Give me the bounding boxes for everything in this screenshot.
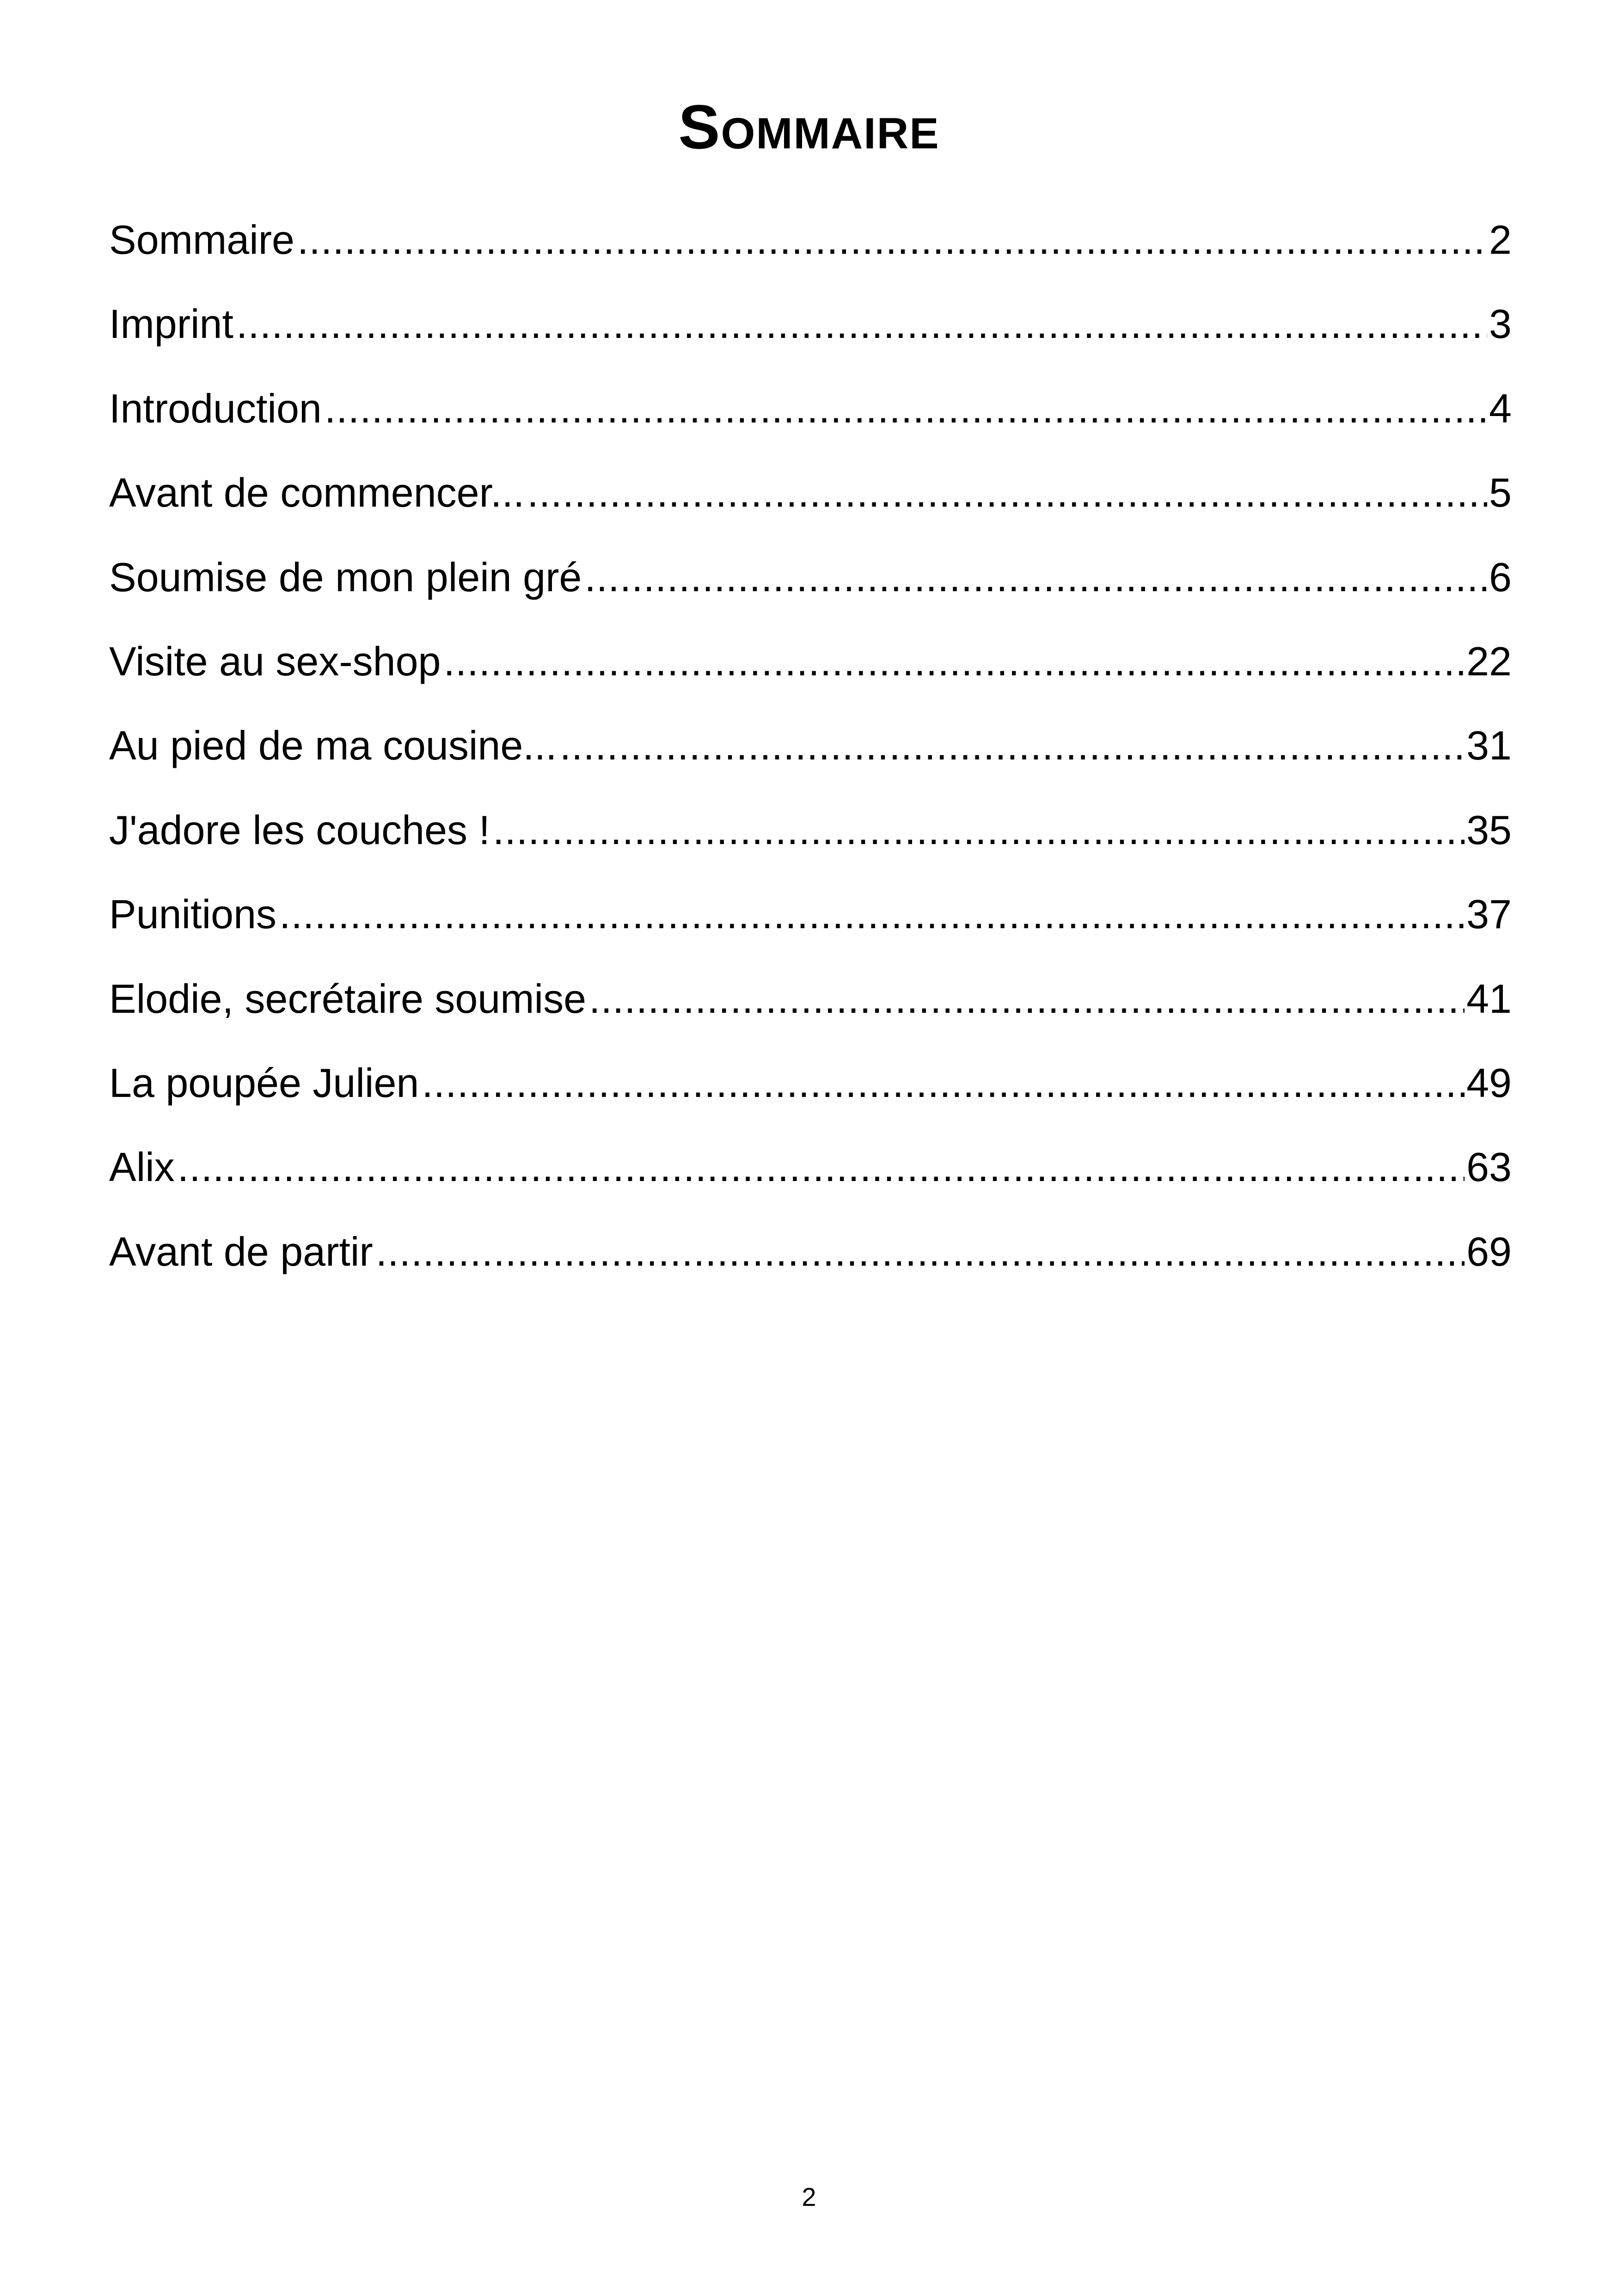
toc-entry-label: Imprint — [109, 301, 233, 347]
toc-leader-dots — [297, 198, 1487, 282]
toc-leader-dots — [589, 957, 1465, 1041]
toc-entry-label: Soumise de mon plein gré — [109, 554, 582, 600]
toc-entry[interactable] — [109, 788, 1512, 872]
toc-leader-dots — [493, 788, 1465, 872]
toc-entry-label: Elodie, secrétaire soumise — [109, 975, 587, 1022]
toc-entry-page: 22 — [1466, 638, 1512, 684]
toc-entry-label: Punitions — [109, 891, 277, 937]
toc-entry[interactable] — [109, 1125, 1512, 1209]
toc-entry-page: 35 — [1466, 807, 1512, 853]
toc-leader-dots — [279, 872, 1465, 956]
toc-entry-label: Au pied de ma cousine... — [109, 722, 557, 769]
toc-entry-page: 3 — [1489, 301, 1512, 347]
toc-entry-label: Visite au sex-shop — [109, 638, 441, 684]
toc-entry[interactable] — [109, 282, 1512, 366]
toc-entry[interactable] — [109, 704, 1512, 788]
toc-entry-page: 5 — [1489, 470, 1512, 516]
toc-entry[interactable] — [109, 451, 1512, 535]
toc-entry[interactable] — [109, 872, 1512, 956]
toc-entry-label: J'adore les couches ! — [109, 807, 490, 853]
toc-entry[interactable] — [109, 198, 1512, 282]
toc-entry-label: Avant de commencer... — [109, 470, 525, 516]
page-title: Sommaire — [678, 92, 940, 162]
toc-entry-page: 41 — [1466, 975, 1512, 1022]
toc-leader-dots — [376, 1210, 1465, 1294]
toc-leader-dots — [325, 367, 1487, 451]
toc-entry[interactable] — [109, 1210, 1512, 1294]
toc-leader-dots — [443, 619, 1465, 704]
toc-leader-dots — [422, 1041, 1465, 1125]
footer-page-number: 2 — [802, 2182, 816, 2211]
toc-entry[interactable] — [109, 1041, 1512, 1125]
toc-entry-page: 6 — [1489, 554, 1512, 600]
toc-leader-dots — [236, 282, 1487, 366]
toc-entry-page: 31 — [1466, 722, 1512, 769]
toc-entry-label: Introduction — [109, 385, 322, 431]
toc-leader-dots — [178, 1125, 1465, 1209]
toc-entry-page: 4 — [1489, 385, 1512, 431]
toc-leader-dots — [584, 535, 1487, 619]
toc-entry-page: 37 — [1466, 891, 1512, 937]
toc-entry-page: 69 — [1466, 1228, 1512, 1274]
toc-leader-dots — [560, 704, 1465, 788]
toc-entry[interactable] — [109, 535, 1512, 619]
toc-entry-label: Alix — [109, 1144, 175, 1190]
toc-entry-page: 49 — [1466, 1059, 1512, 1106]
toc-entry-label: La poupée Julien — [109, 1059, 419, 1106]
toc-entry[interactable] — [109, 957, 1512, 1041]
table-of-contents — [109, 198, 1512, 1294]
toc-entry[interactable] — [109, 367, 1512, 451]
toc-entry-label: Sommaire — [109, 217, 294, 263]
toc-entry-page: 63 — [1466, 1144, 1512, 1190]
toc-entry[interactable] — [109, 619, 1512, 704]
toc-entry-label: Avant de partir — [109, 1228, 373, 1274]
toc-leader-dots — [527, 451, 1487, 535]
toc-entry-page: 2 — [1489, 217, 1512, 263]
